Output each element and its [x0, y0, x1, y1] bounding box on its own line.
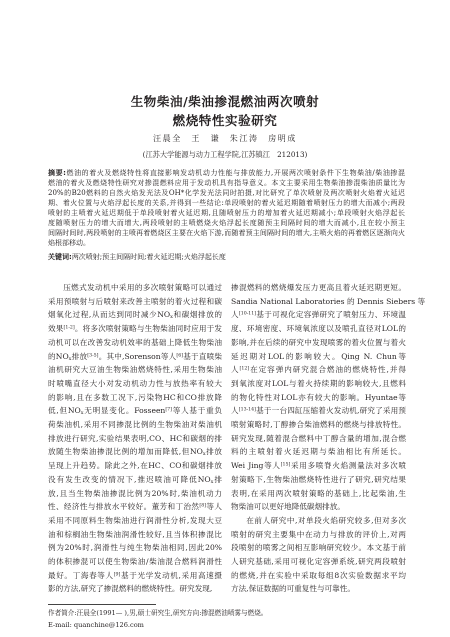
line-text: 时喷嘴直径大小对发动机动力性与放热率有较大 [48, 378, 222, 388]
line-text: 影响,并在后续的研究中发现喷雾的着火位置与着火 [231, 337, 406, 347]
text-line [231, 322, 406, 336]
line-text: 的物化特性对LOL亦有较大的影响。Hyuntae等 [231, 392, 406, 402]
line-text: 例为20%时,润滑性与纯生物柴油相同,因此20% [48, 543, 222, 553]
line-text: 表明,在采用两次喷射策略的基础上,比起柴油,生 [231, 488, 406, 498]
line-text: 人研究基础,采用可视化定容弹系统,研究两段喷射 [231, 557, 406, 567]
text-line [231, 569, 406, 583]
paper-title-line-1: 生物柴油/柴油掺混燃油两次喷射 [130, 94, 320, 109]
text-line [48, 528, 222, 542]
line-text: 性、经济性与排放水平较好。董芳和丁治然[8]等人 [48, 502, 222, 512]
line-text: 荷柴油机,采用不同掺混比例的生物柴油对柴油机 [48, 420, 222, 430]
text-line [231, 500, 406, 514]
text-line [231, 432, 406, 446]
text-line [48, 295, 222, 309]
text-line [48, 350, 222, 364]
text-line [231, 391, 406, 405]
line-text: 延迟期对LOL的影响较大。Qing N. Chun等 [231, 351, 406, 361]
text-line [231, 404, 406, 418]
text-line [231, 514, 406, 528]
keywords-text: 两次喷射;预主间隔时间;着火延迟期;火焰浮起长度 [71, 253, 226, 261]
line-text: 喷射的研究主要集中在动力与排放的评价上,对两 [231, 529, 406, 539]
text-line [48, 322, 222, 336]
line-text: 放随生物柴油掺混比例的增加而降低,但$NO_x$排放 [48, 447, 222, 458]
text-line [48, 487, 222, 501]
citation-superscript: [3-5] [87, 352, 99, 358]
text-line [48, 377, 222, 391]
body-right-column [231, 281, 426, 596]
footnote-rule [48, 604, 156, 605]
author-list: 汪晨全 王 谦 朱江涛 房明成 [153, 134, 297, 143]
line-text: Sandia National Laboratories 的 Dennis Siebers 等 [231, 296, 426, 306]
text-line [48, 363, 222, 377]
line-text: 段喷射的喷雾之间相互影响研究较少。本文基于前 [231, 543, 406, 553]
text-line [48, 445, 222, 459]
line-text: 低,但$NO_x$无明显变化。Fosseen[7]等人基于重负 [48, 406, 222, 417]
line-text: 放,且当生物柴油掺混比例为20%时,柴油机动力 [48, 488, 222, 498]
citation-superscript: [8] [199, 503, 207, 509]
text-line [231, 418, 406, 432]
text-line [48, 569, 222, 583]
line-text: 效果[1-2]。将多次喷射策略与生物柴油同时应用于发 [48, 324, 222, 334]
text-line [48, 391, 222, 405]
abstract [48, 168, 405, 248]
text-line [231, 308, 406, 322]
line-text: 喷射的主喷着火延迟期低于单段喷射着火延迟期,且随喷射压力的增加着火延迟期减小;单段喷射火焰浮起长 [48, 209, 405, 217]
text-line [48, 500, 222, 514]
line-text: 人[12]在定容弹内研究混合燃油的燃烧特性,并得 [231, 365, 406, 375]
author-email: E-mail: quanchine@126.com [48, 620, 144, 629]
text-line [48, 281, 222, 295]
citation-superscript: [1-2] [63, 325, 75, 331]
line-text: 的燃烧,并在实验中采取每组8次实验数据求平均 [231, 570, 406, 580]
text-line [48, 308, 222, 322]
line-text: 影的方法,研究了掺混燃料的燃烧特性。研究发现, [48, 584, 213, 594]
line-text: 的$NO_x$排放[3-5]。其中,Sorenson等人[6]基于直喷柴 [48, 351, 223, 362]
paragraph [231, 281, 426, 514]
affiliation: (江苏大学能源与动力工程学院,江苏镇江 212013) [142, 150, 308, 159]
line-text: 20%的B20燃料的自然火焰发光法及OH*化学发光法同时拍摄,对比研究了单次喷射及两次喷射火焰着火延迟 [48, 189, 405, 197]
line-text: Wei Jing等人[15]采用多喷脊火焰测量法对多次喷 [231, 461, 406, 471]
line-text: 物柴油可以更好地降低碳烟排放。 [231, 502, 345, 512]
text-line [231, 555, 406, 569]
line-text: 烟氧化过程,从而达到同时减少$NO_x$和碳烟排放的 [48, 310, 223, 321]
subscript: x [80, 410, 84, 417]
citation-superscript: [13-14] [238, 407, 256, 413]
text-line [231, 377, 406, 391]
text-line [48, 208, 405, 218]
text-line [48, 198, 405, 208]
text-line [48, 473, 222, 487]
line-text: 研究发现,随着混合燃料中丁醇含量的增加,混合燃 [231, 433, 406, 443]
subscript: x [210, 478, 214, 485]
text-line [231, 473, 406, 487]
abstract-label: 摘要: [48, 169, 66, 177]
text-line [231, 295, 426, 309]
author-note-label: 作者简介: [48, 609, 77, 617]
line-text: 的体积掺混可以使生物柴油/柴油混合燃料润滑性 [48, 557, 222, 567]
line-text: 人[10-11]基于可视化定容弹研究了喷射压力、环境温 [231, 310, 407, 320]
line-text: 呈现上升趋势。除此之外,在HC、CO和碳烟排放 [48, 461, 222, 471]
text-line [48, 188, 405, 198]
text-line [231, 582, 406, 596]
paragraph [231, 514, 406, 596]
text-line [231, 541, 406, 555]
citation-superscript: [7] [165, 407, 172, 413]
line-text: 焰根部移动。 [48, 239, 90, 247]
line-text: 油机研究大豆油生物柴油燃烧特性,采用生物柴油 [48, 365, 222, 375]
citation-superscript: [9] [113, 572, 121, 578]
line-text: 在前人研究中,对单段火焰研究较多,但对多次 [246, 515, 406, 525]
line-text: 度随喷射压力的增大而增大,两段喷射的主喷燃烧火焰浮起长度随预主间隔时间的增大而减小,且在较小预主 [48, 219, 405, 227]
line-text: 的影响,且在多数工况下,污染物HC和CO排放降 [48, 392, 222, 402]
text-line [48, 432, 222, 446]
text-line [231, 528, 406, 542]
line-text: 料的主喷射着火延迟期与柴油相比有所延长。 [231, 447, 406, 457]
text-line [231, 363, 406, 377]
footnote [48, 608, 405, 631]
line-text: 到氧浓度对LOL与着火持续期的影响较大,且燃料 [231, 378, 406, 388]
text-line [48, 228, 405, 238]
text-line [48, 418, 222, 432]
line-text: 动机可以在改善发动机效率的基础上降低生物柴油 [48, 337, 222, 347]
text-line [48, 336, 222, 350]
line-text: 燃油的着火及燃烧特性将直接影响发动机动力性能与排放能力,开展两次喷射条件下生物柴油/柴油掺混 [65, 169, 405, 177]
line-text: 方法,保证数据的可重复性与可靠性。 [231, 584, 355, 594]
text-line [48, 514, 222, 528]
text-line [48, 238, 405, 248]
text-line [48, 218, 405, 228]
line-text: 期、着火位置与火焰浮起长度的关系,并得到一些结论:单段喷射的着火延迟期随着喷射压力的增大而减小;两段 [48, 199, 405, 207]
keywords-label: 关键词: [48, 253, 72, 261]
subscript: x [68, 355, 72, 362]
subscript: x [170, 314, 173, 321]
text-line [48, 582, 222, 596]
body-left-column [48, 281, 222, 596]
text-line [48, 541, 222, 555]
text-line [231, 487, 406, 501]
line-text: 间隔时间时,两段喷射的主喷再着燃烧区主要在火焰下游,而随着预主间隔时间的增大,主喷火焰的再着燃区逐渐向火 [48, 229, 405, 237]
citation-superscript: [12] [239, 366, 250, 372]
text-line [231, 445, 406, 459]
keywords [48, 252, 405, 262]
line-text: 采用不同原料生物柴油进行润滑性分析,发现大豆 [48, 515, 222, 525]
text-line [231, 350, 406, 364]
line-text: 没有发生改变的情况下,推迟喷油可降低$NO_x$排 [48, 474, 222, 485]
line-text: 掺混燃料的燃烧爆发压力更高且着火延迟期更短。 [231, 283, 406, 292]
text-line [231, 459, 406, 473]
text-line [48, 404, 222, 418]
subscript: x [202, 451, 206, 458]
line-text: 喷射策略时,丁醇掺合柴油燃料的燃烧与排放特性。 [231, 420, 406, 430]
text-line [48, 178, 405, 188]
line-text: 采用预喷射与后喷射来改善主喷射的着火过程和碳 [48, 296, 222, 306]
paper-title-line-2: 燃烧特性实验研究 [172, 113, 278, 128]
line-text: 压燃式发动机中采用的多次喷射策略可以通过 [63, 283, 222, 292]
line-text: 燃油的着火及燃烧特性研究对掺混燃料应用于发动机具有指导意义。本文主要采用生物柴油掺混柴油质量比为 [48, 179, 405, 187]
citation-superscript: [6] [176, 352, 184, 358]
text-line [48, 168, 405, 178]
author-note [48, 608, 405, 620]
line-text: 最好。丁海春等人[9]基于光学发动机,采用高速摄 [48, 570, 222, 580]
line-text: 排放进行研究,实验结果表明,CO、HC和碳烟的排 [48, 433, 222, 443]
text-line [48, 459, 222, 473]
text-line [231, 281, 406, 295]
citation-superscript: [15] [280, 462, 291, 468]
line-text: 人[13-14]基于一台四缸压缩着火发动机,研究了采用预 [231, 406, 406, 416]
text-line [231, 336, 406, 350]
line-text: 度、环境密度、环境氧浓度以及喷孔直径对LOL的 [231, 324, 406, 334]
line-text: 射策略下,生物柴油燃烧特性进行了研究,研究结果 [231, 474, 406, 484]
paragraph [48, 281, 222, 596]
author-note-text: 汪晨全(1991— ),男,硕士研究生,研究方向:掺混燃油喷雾与燃烧。 [76, 609, 268, 617]
text-line [48, 555, 222, 569]
citation-superscript: [10-11] [238, 311, 257, 317]
line-text: 油和棕榈油生物柴油润滑性较好,且当体积掺混比 [48, 529, 222, 539]
